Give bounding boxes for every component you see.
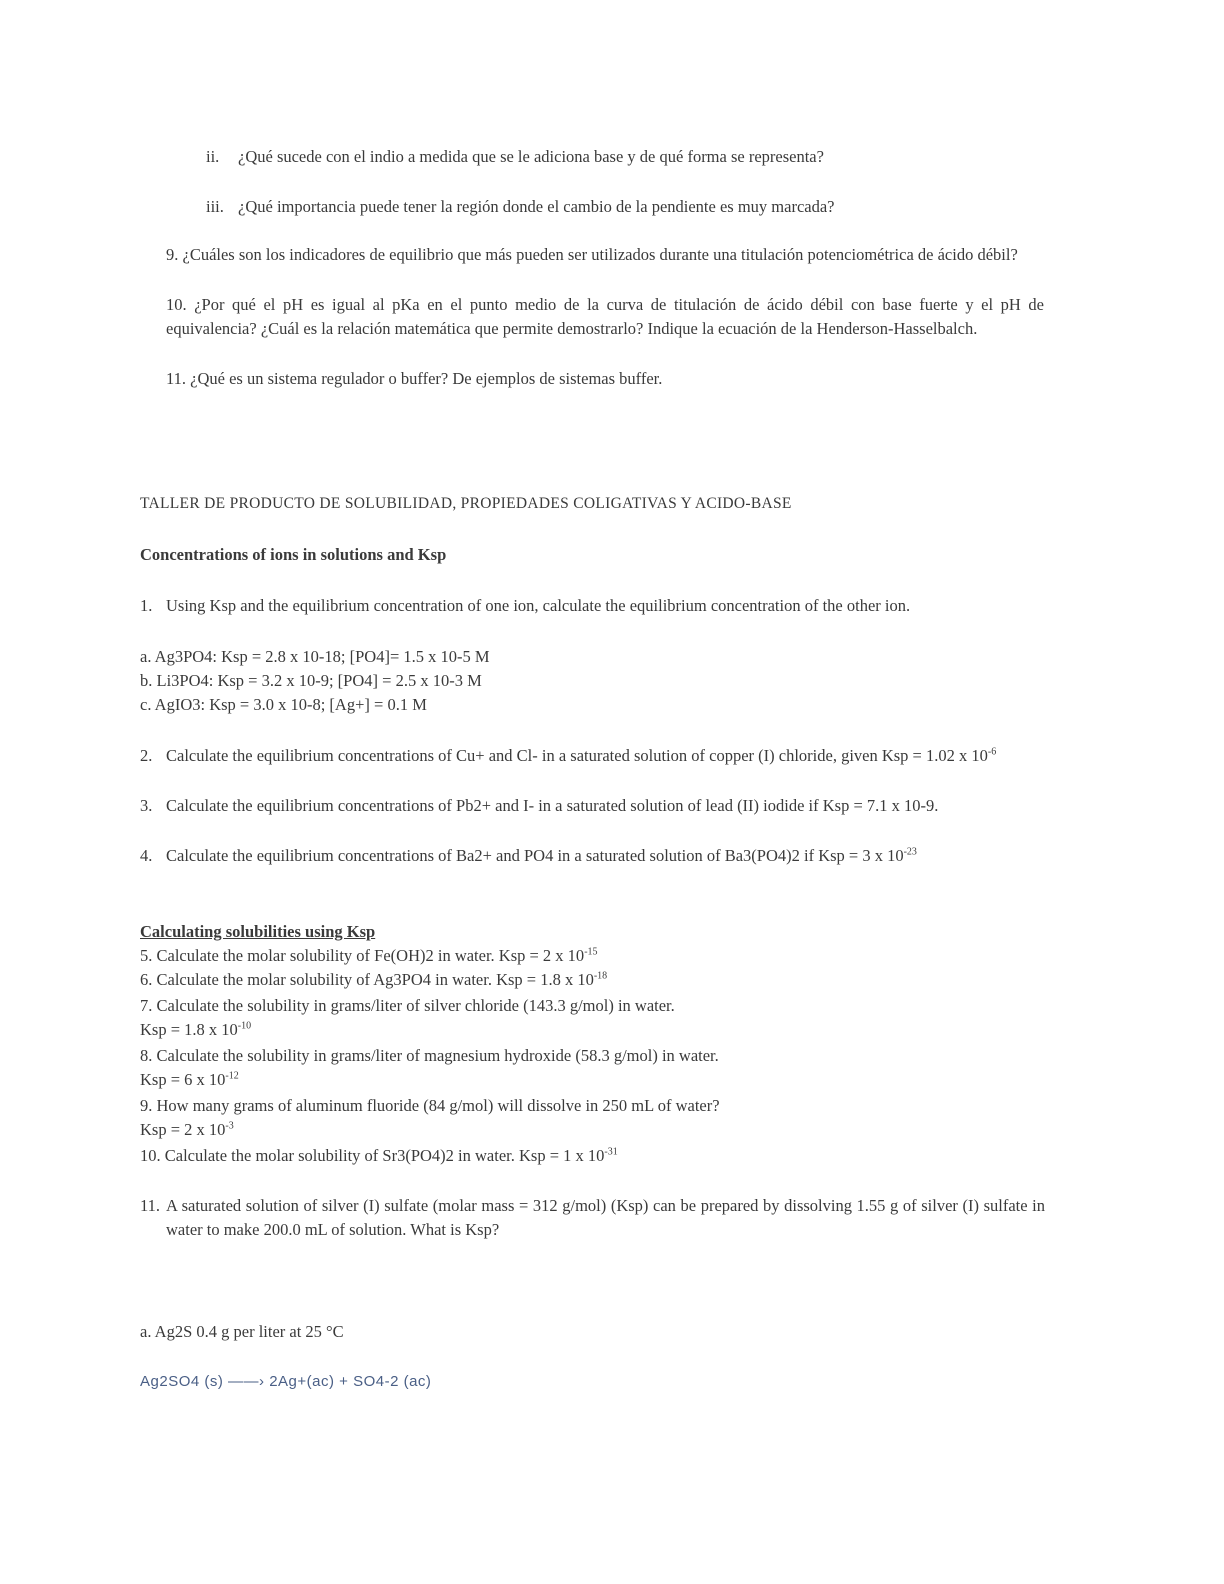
part-text: Li3PO4: Ksp = 3.2 x 10-9; [PO4] = 2.5 x 10-3 M <box>156 671 482 690</box>
question-text: ¿Por qué el pH es igual al pKa en el punto medio de la curva de titulación de ácido débil con base fuerte y el pH de equivalencia? ¿Cuál es la relación matemática que permite demostrarlo? Indique la ecuación de la Henderson-Hasselbalch. <box>166 295 1044 338</box>
exponent: -3 <box>225 1120 234 1132</box>
sub-question-text: ¿Qué sucede con el indio a medida que se le adiciona base y de qué forma se representa? <box>238 147 824 166</box>
section-heading-solubilities: Calculating solubilities using Ksp <box>140 922 376 941</box>
sub-question-text: ¿Qué importancia puede tener la región donde el cambio de la pendiente es muy marcada? <box>238 197 835 216</box>
exercise-1 <box>140 594 960 618</box>
exercise-5 <box>140 944 1040 968</box>
exercise-1-part-c <box>140 693 840 717</box>
exercise-marker: 5. <box>140 946 153 965</box>
exercise-text: A saturated solution of silver (I) sulfate (molar mass = 312 g/mol) (Ksp) can be prepared by dissolving 1.55 g of silver (I) sulfate in water to make 200.0 mL of solution. What is Ksp? <box>166 1196 1045 1239</box>
exponent: -15 <box>584 946 598 958</box>
exercise-marker: 11. <box>140 1196 161 1215</box>
exercise-1-part-a <box>140 645 840 669</box>
sub-question-marker: iii. <box>206 197 224 216</box>
exponent: -6 <box>987 746 997 758</box>
exercise-2 <box>140 744 1040 768</box>
question-10 <box>166 293 1044 341</box>
exercise-marker: 7. <box>140 996 153 1015</box>
exercise-text: Calculate the solubility in grams/liter of silver chloride (143.3 g/mol) in water. <box>156 996 675 1015</box>
part-text: AgIO3: Ksp = 3.0 x 10-8; [Ag+] = 0.1 M <box>154 695 427 714</box>
part-marker: c. <box>140 695 152 714</box>
workshop-title: TALLER DE PRODUCTO DE SOLUBILIDAD, PROPIEDADES COLIGATIVAS Y ACIDO-BASE <box>140 495 792 512</box>
part-marker: b. <box>140 671 153 690</box>
exponent: -31 <box>604 1146 618 1158</box>
exercise-marker: 9. <box>140 1096 153 1115</box>
exercise-10 <box>140 1144 1040 1168</box>
exercise-text: Calculate the equilibrium concentrations of Ba2+ and PO4 in a saturated solution of Ba3(PO4)2 if Ksp = 3 x 10 <box>166 846 904 865</box>
question-text: ¿Cuáles son los indicadores de equilibrio que más pueden ser utilizados durante una titulación potenciométrica de ácido débil? <box>182 245 1018 264</box>
part-marker: a. <box>140 647 152 666</box>
exponent: -12 <box>225 1070 239 1082</box>
question-text: ¿Qué es un sistema regulador o buffer? De ejemplos de sistemas buffer. <box>190 369 663 388</box>
exponent: -23 <box>903 846 917 858</box>
exercise-6 <box>140 968 1040 992</box>
exercise-text: Calculate the equilibrium concentrations of Pb2+ and I- in a saturated solution of lead (II) iodide if Ksp = 7.1 x 10-9. <box>166 796 939 815</box>
exercise-text: Using Ksp and the equilibrium concentration of one ion, calculate the equilibrium concentration of the other ion. <box>166 596 911 615</box>
sub-question-iii <box>206 195 1044 219</box>
exercise-marker: 10. <box>140 1146 161 1165</box>
exercise-text: Calculate the solubility in grams/liter of magnesium hydroxide (58.3 g/mol) in water. <box>156 1046 719 1065</box>
exponent: -18 <box>593 970 608 982</box>
ksp-value: Ksp = 6 x 10 <box>140 1070 226 1089</box>
section-heading-concentrations: Concentrations of ions in solutions and Ksp <box>140 545 447 564</box>
exercise-marker: 1. <box>140 596 153 615</box>
exercise-8 <box>140 1044 1040 1092</box>
exercise-11 <box>140 1194 1045 1242</box>
example-line: a. Ag2S 0.4 g per liter at 25 °C <box>140 1322 344 1341</box>
ksp-value: Ksp = 1.8 x 10 <box>140 1020 238 1039</box>
exercise-4 <box>140 844 1010 868</box>
exercise-text: Calculate the molar solubility of Ag3PO4 in water. Ksp = 1.8 x 10 <box>156 970 594 989</box>
part-text: Ag3PO4: Ksp = 2.8 x 10-18; [PO4]= 1.5 x 10-5 M <box>154 647 490 666</box>
question-11 <box>166 367 1044 391</box>
sub-question-marker: ii. <box>206 147 220 166</box>
exercise-7 <box>140 994 1040 1042</box>
exercise-text: Calculate the molar solubility of Sr3(PO4)2 in water. Ksp = 1 x 10 <box>164 1146 605 1165</box>
exercise-text: Calculate the molar solubility of Fe(OH)2 in water. Ksp = 2 x 10 <box>156 946 585 965</box>
exercise-marker: 8. <box>140 1046 153 1065</box>
question-9 <box>166 243 1044 267</box>
ksp-value: Ksp = 2 x 10 <box>140 1120 226 1139</box>
exercise-marker: 3. <box>140 796 153 815</box>
exercise-3 <box>140 794 1030 818</box>
exponent: -10 <box>237 1020 252 1032</box>
question-marker: 10. <box>166 295 187 314</box>
exercise-marker: 4. <box>140 846 153 865</box>
dissociation-equation: Ag2SO4 (s) ——› 2Ag+(ac) + SO4-2 (ac) <box>140 1373 432 1390</box>
question-marker: 9. <box>166 245 179 264</box>
exercise-text: How many grams of aluminum fluoride (84 g/mol) will dissolve in 250 mL of water? <box>156 1096 720 1115</box>
question-marker: 11. <box>166 369 187 388</box>
exercise-marker: 6. <box>140 970 153 989</box>
exercise-text: Calculate the equilibrium concentrations of Cu+ and Cl- in a saturated solution of copper (I) chloride, given Ksp = 1.02 x 10 <box>166 746 988 765</box>
exercise-1-part-b <box>140 669 840 693</box>
sub-question-ii <box>206 145 1044 169</box>
exercise-9 <box>140 1094 1040 1142</box>
exercise-marker: 2. <box>140 746 153 765</box>
